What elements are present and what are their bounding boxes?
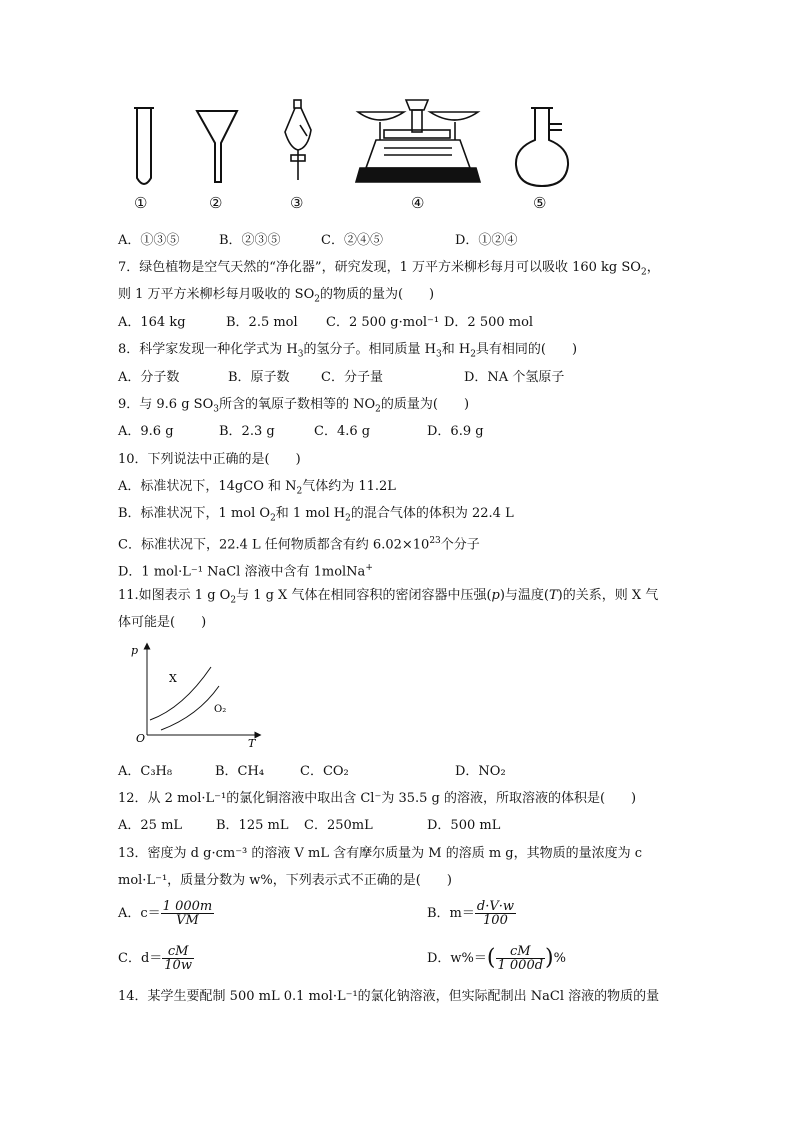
q13-stem-line2: mol·L⁻¹，质量分数为 w%，下列表示式不正确的是( ) bbox=[118, 873, 452, 888]
x-axis-label: T bbox=[248, 737, 256, 750]
q13-stem-line1: 13．密度为 d g·cm⁻³ 的溶液 V mL 含有摩尔质量为 M 的溶质 m g，其物质的量浓度为 c bbox=[118, 846, 643, 861]
curve-o2-label: O₂ bbox=[214, 704, 227, 715]
round-bottom-flask-icon bbox=[516, 108, 568, 186]
q7-option-b: B．2.5 mol bbox=[226, 315, 298, 330]
q11-option-a: A．C₃H₈ bbox=[118, 764, 173, 779]
q13-option-a: A．c＝ $\frac{1 000m}{VM}$ bbox=[118, 899, 213, 928]
q7-stem-line2: 则 1 万平方米柳杉每月吸收的 $SO_2$的物质的量为( ) bbox=[118, 287, 435, 305]
q8-option-a: A．分子数 bbox=[118, 370, 180, 385]
q10-option-a: A．标准状况下，14gCO 和 $N_2$气体约为 11.2L bbox=[118, 479, 396, 497]
curve-x bbox=[150, 667, 211, 720]
y-axis-label: p bbox=[131, 644, 139, 657]
q10-option-c: C．标准状况下，22.4 L 任何物质都含有约 $6.02\times 10^{23}$个分子 bbox=[118, 536, 480, 553]
q10-option-b: B．标准状况下，1 mol $O_2$和 1 mol $H_2$的混合气体的体积为 22.4 L bbox=[118, 506, 514, 524]
caption-5: ⑤ bbox=[533, 194, 547, 212]
caption-3: ③ bbox=[290, 194, 304, 212]
separatory-funnel-icon bbox=[285, 100, 311, 180]
q11-graph bbox=[128, 640, 278, 750]
curve-x-label: X bbox=[169, 672, 177, 685]
q12-option-c: C．250mL bbox=[304, 818, 373, 833]
q6-option-b: B．②③⑤ bbox=[219, 233, 281, 248]
test-tube-icon bbox=[134, 108, 154, 184]
q7-option-a: A．164 kg bbox=[118, 315, 186, 330]
q12-option-b: B．125 mL bbox=[216, 818, 289, 833]
q13-option-b: B．m＝ $\frac{d\cdot V\cdot w}{100}$ bbox=[427, 899, 514, 928]
q11-stem-line1: 11.如图表示 1 g $O_2$与 1 g X 气体在相同容积的密闭容器中压强(p)与温度(T)的关系，则 X 气 bbox=[118, 588, 659, 606]
q7-stem-line1: 7．绿色植物是空气天然的“净化器”，研究发现，1 万平方米柳杉每月可以吸收 160 kg $SO_2$， bbox=[118, 260, 660, 278]
q9-stem: 9．与 9.6 g $SO_3$所含的氧原子数相等的 $NO_2$的质量为( ) bbox=[118, 397, 470, 415]
q12-option-d: D．500 mL bbox=[427, 818, 501, 833]
q13-option-c: C．d＝ $\frac{cM}{10w}$ bbox=[118, 944, 192, 973]
q11-option-c: C．CO₂ bbox=[300, 764, 349, 779]
q8-option-d: D．NA 个氢原子 bbox=[464, 370, 565, 385]
q11-option-b: B．CH₄ bbox=[215, 764, 265, 779]
q8-stem: 8．科学家发现一种化学式为 $H_3$的氢分子。相同质量 $H_3$和 $H_2$具有相同的( ) bbox=[118, 342, 578, 360]
q9-option-d: D．6.9 g bbox=[427, 424, 484, 439]
q9-option-a: A．9.6 g bbox=[118, 424, 174, 439]
q9-option-c: C．4.6 g bbox=[314, 424, 371, 439]
caption-2: ② bbox=[209, 194, 223, 212]
balance-icon bbox=[356, 100, 480, 182]
q13-option-d: D．w%＝( $\frac{cM}{1 000d}$ )% bbox=[427, 944, 566, 973]
q7-option-c: C．2 500 g·mol⁻¹ bbox=[326, 315, 440, 330]
q6-option-c: C．②④⑤ bbox=[321, 233, 383, 248]
q9-option-b: B．2.3 g bbox=[219, 424, 275, 439]
q10-option-d: D．1 mol·L⁻¹ NaCl 溶液中含有 1molNa+ bbox=[118, 563, 373, 580]
origin-label: O bbox=[136, 732, 146, 745]
q11-stem-line2: 体可能是( ) bbox=[118, 615, 207, 630]
q11-option-d: D．NO₂ bbox=[455, 764, 506, 779]
q10-stem: 10．下列说法中正确的是( ) bbox=[118, 452, 301, 467]
caption-4: ④ bbox=[411, 194, 425, 212]
q12-option-a: A．25 mL bbox=[118, 818, 183, 833]
q6-option-d: D．①②④ bbox=[455, 233, 518, 248]
funnel-icon bbox=[197, 111, 237, 182]
q14-stem: 14．某学生要配制 500 mL 0.1 mol·L⁻¹的氯化钠溶液，但实际配制出 NaCl 溶液的物质的量 bbox=[118, 989, 660, 1004]
q7-option-d: D．2 500 mol bbox=[444, 315, 534, 330]
q6-option-a: A．①③⑤ bbox=[118, 233, 180, 248]
caption-1: ① bbox=[134, 194, 148, 212]
apparatus-figure bbox=[0, 0, 794, 200]
q8-option-b: B．原子数 bbox=[228, 370, 290, 385]
q12-stem: 12．从 2 mol·L⁻¹的氯化铜溶液中取出含 Cl⁻为 35.5 g 的溶液，所取溶液的体积是( ) bbox=[118, 791, 637, 806]
q8-option-c: C．分子量 bbox=[321, 370, 383, 385]
